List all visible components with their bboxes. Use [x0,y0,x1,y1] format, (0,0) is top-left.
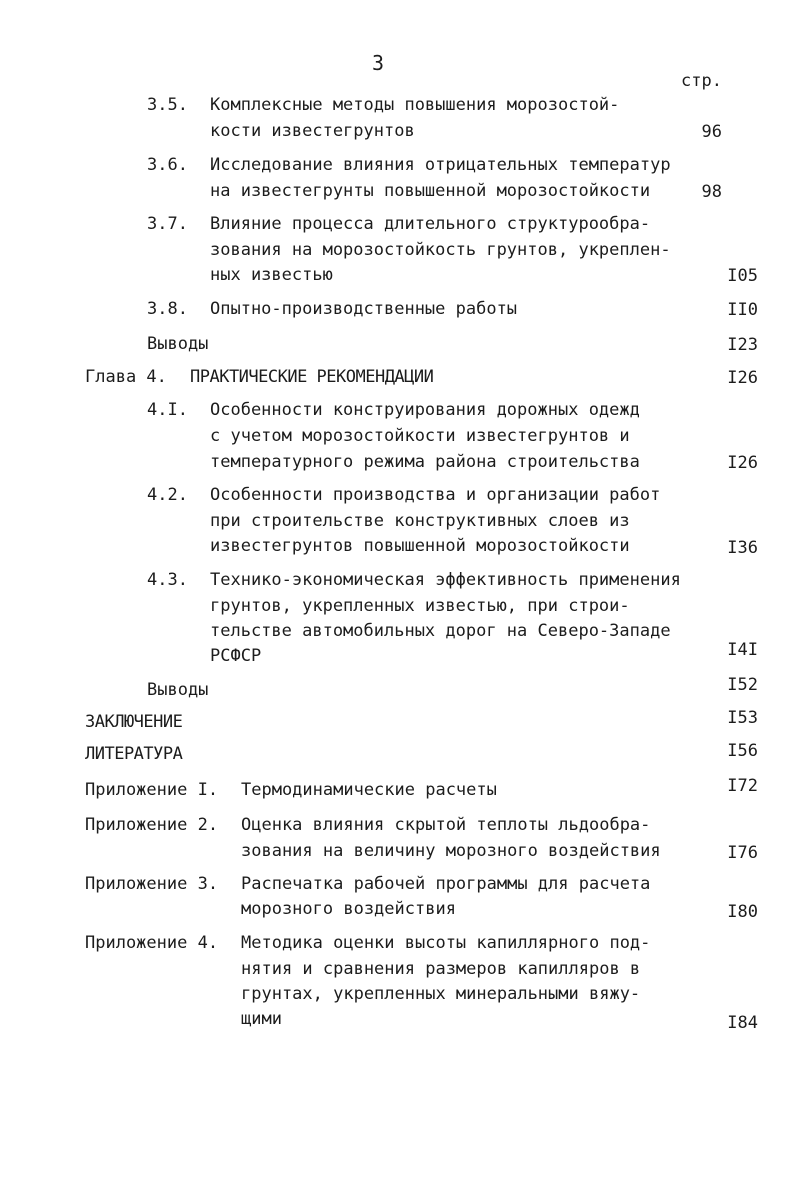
appendix-label: Приложение 3. [85,874,219,894]
section-number: 3.8. [147,299,188,319]
section-number: 4.3. [147,570,188,590]
entry-line: морозного воздействия [241,899,456,919]
pages-column-header: стр. [681,71,722,91]
entry-line: зования на величину морозного воздействия [241,841,661,861]
entry-title: ЗАКЛЮЧЕНИЕ [85,712,183,732]
page-ref: I53 [727,708,758,728]
chapter-title: ПРАКТИЧЕСКИЕ РЕКОМЕНДАЦИИ [190,367,434,387]
page-ref: I84 [727,1013,758,1033]
page-ref: I26 [727,368,758,388]
entry-line: кости известегрунтов [210,121,415,141]
section-number: 3.7. [147,214,188,234]
page-ref: I26 [727,453,758,473]
entry-line: Оценка влияния скрытой теплоты льдообра- [241,815,651,835]
page-ref: II0 [727,300,758,320]
chapter-label: Глава 4. [85,367,167,387]
entry-line: известегрунтов повышенной морозостойкости [210,536,630,556]
entry-line: Особенности производства и организации работ [210,485,661,505]
entry-title: Выводы [147,334,209,354]
page-ref: 98 [701,182,722,202]
entry-line: Термодинамические расчеты [241,780,497,800]
page-ref: I52 [727,675,758,695]
appendix-label: Приложение 2. [85,815,219,835]
entry-line: ных известью [210,265,333,285]
entry-line: Особенности конструирования дорожных одежд [210,400,640,420]
appendix-label: Приложение 4. [85,933,219,953]
page-ref: I72 [727,776,758,796]
entry-title: Выводы [147,680,209,700]
page-ref: I76 [727,843,758,863]
page-number: 3 [372,51,385,75]
entry-line: нятия и сравнения размеров капилляров в [241,959,641,979]
entry-title: ЛИТЕРАТУРА [85,744,183,764]
page-ref: I80 [727,902,758,922]
entry-line: Методика оценки высоты капиллярного под- [241,933,651,953]
entry-line: зования на морозостойкость грунтов, укреплен- [210,240,671,260]
entry-line: тельстве автомобильных дорог на Северо-Западе [210,621,671,641]
entry-line: с учетом морозостойкости известегрунтов и [210,426,630,446]
entry-line: температурного режима района строительства [210,452,640,472]
entry-line: Технико-экономическая эффективность применения [210,570,681,590]
page-ref: 96 [701,122,722,142]
section-number: 4.2. [147,485,188,505]
entry-line: при строительстве конструктивных слоев из [210,511,630,531]
entry-line: РСФСР [210,646,262,666]
page-ref: I23 [727,335,758,355]
entry-line: Распечатка рабочей программы для расчета [241,874,651,894]
section-number: 4.I. [147,400,188,420]
page-ref: I4I [727,640,758,660]
entry-line: Опытно-производственные работы [210,299,518,319]
section-number: 3.6. [147,155,188,175]
entry-line: щими [241,1009,282,1029]
entry-line: Комплексные методы повышения морозостой- [210,95,620,115]
entry-line: Исследование влияния отрицательных температур [210,155,671,175]
entry-line: грунтах, укрепленных минеральными вяжу- [241,984,641,1004]
page-ref: I05 [727,266,758,286]
appendix-label: Приложение I. [85,780,219,800]
page-ref: I56 [727,741,758,761]
section-number: 3.5. [147,95,188,115]
page-ref: I36 [727,538,758,558]
entry-line: на известегрунты повышенной морозостойкости [210,181,651,201]
entry-line: Влияние процесса длительного структурообра- [210,214,651,234]
entry-line: грунтов, укрепленных известью, при строи- [210,596,630,616]
